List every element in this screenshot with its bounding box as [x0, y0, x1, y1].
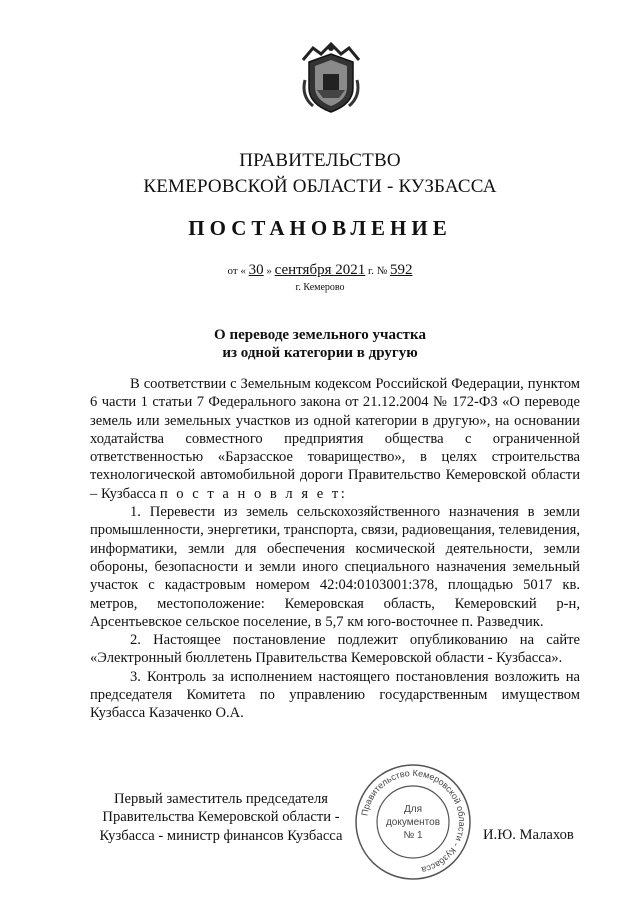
- number-prefix: г. №: [367, 265, 388, 277]
- paragraph-item-2: 2. Настоящее постановление подлежит опубликованию на сайте «Электронный бюллетень Правительства Кемеровской области - Кузбасса».: [90, 632, 580, 667]
- date-month-year: сентября 2021: [274, 262, 366, 278]
- date-line: [0, 262, 640, 279]
- city-name: г. Кемерово: [295, 282, 345, 293]
- paragraph-item-3: 3. Контроль за исполнением настоящего постановления возложить на председателя Комитета по управлению государственным имуществом Кузбасса Казаченко О.А.: [90, 668, 580, 722]
- date-prefix: от «: [227, 265, 246, 277]
- official-stamp: [353, 762, 473, 882]
- stamp-center-line3: № 1: [403, 830, 423, 841]
- coat-of-arms-emblem: [293, 40, 369, 116]
- stamp-center-line1: Для: [403, 804, 423, 815]
- subject-line1: О переводе земельного участка: [214, 327, 426, 343]
- date-mid: »: [266, 265, 272, 277]
- stamp-center-line2: документов: [385, 817, 441, 828]
- org-name-line2: КЕМЕРОВСКОЙ ОБЛАСТИ - КУЗБАССА: [143, 176, 497, 197]
- document-type-title: ПОСТАНОВЛЕНИЕ: [188, 216, 452, 240]
- preamble-text: В соответствии с Земельным кодексом Российской Федерации, пунктом 6 части 1 статьи 7 Федерального закона от 21.12.2004 № 172-ФЗ «О переводе земель или земельных участков из одной категории в другую», на основании ходатайства совместного предприятия общества с ограниченной ответственностью «Барзасское товарищество», в целях строительства технологической автомобильной дороги Правительство Кемеровской области – Кузбасса: [90, 376, 580, 502]
- stamp-ring-text: Правительство Кемеровской области - Кузбасса: [359, 767, 468, 876]
- signatory-title: [90, 790, 352, 845]
- date-day: 30: [248, 262, 264, 278]
- org-name-line1: ПРАВИТЕЛЬСТВО: [239, 150, 401, 171]
- resolve-word: п о с т а н о в л я е т:: [159, 485, 348, 502]
- signatory-name: И.Ю. Малахов: [483, 827, 574, 843]
- signatory-title-line1: Первый заместитель председателя: [113, 791, 329, 807]
- paragraph-preamble: [90, 375, 580, 503]
- document-body: [90, 375, 580, 723]
- signatory-title-line3: Кузбасса - министр финансов Кузбасса: [99, 827, 343, 844]
- signatory-title-line2: Правительства Кемеровской области -: [102, 809, 340, 826]
- document-number: 592: [390, 262, 413, 278]
- subject-line2: из одной категории в другую: [222, 345, 418, 361]
- paragraph-item-1: 1. Перевести из земель сельскохозяйственного назначения в земли промышленности, энергетики, транспорта, связи, радиовещания, телевидения, информатики, земли для обеспечения космической деятельности, земли обороны, безопасности и земли иного специального назначения земельный участок с кадастровым номером 42:04:0103001:378, площадью 5017 кв. метров, местоположение: Кемеровская область, Кемеровский р-н, Арсентьевское сельское поселение, в 5,7 км юго-восточнее п. Разведчик.: [90, 504, 580, 630]
